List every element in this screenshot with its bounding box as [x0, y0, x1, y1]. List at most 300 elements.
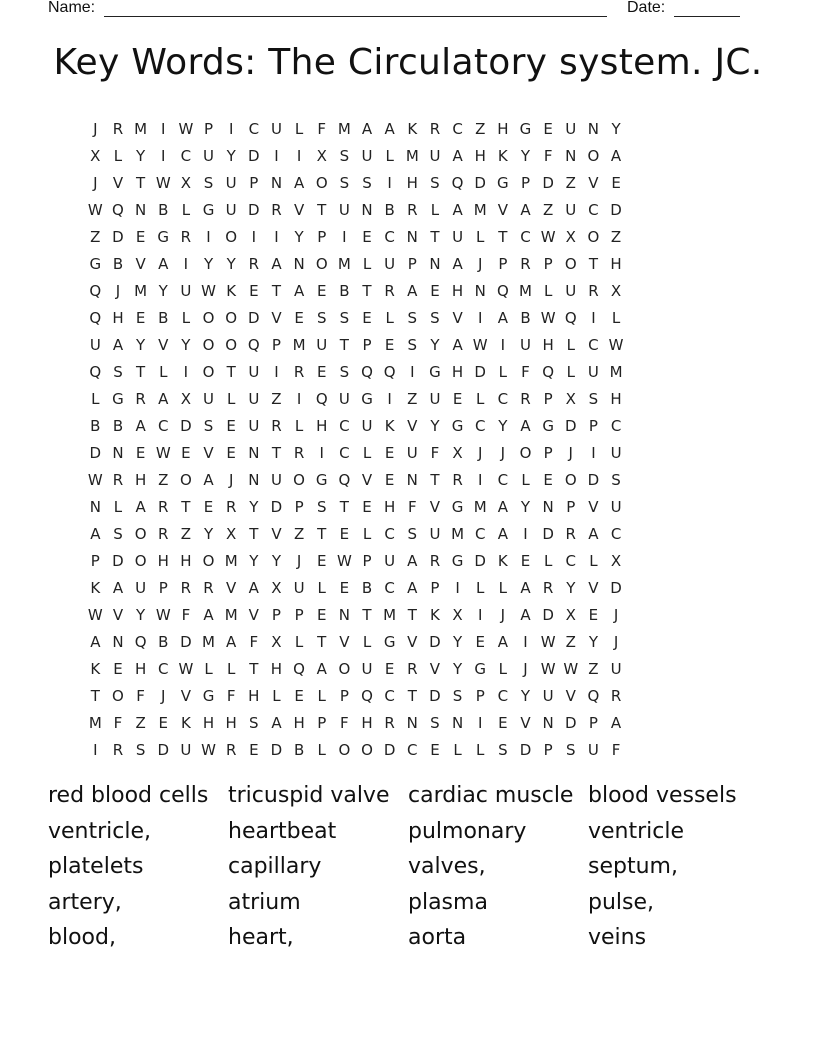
grid-letter: E [181, 443, 191, 462]
grid-letter: T [588, 254, 598, 273]
word-bank-item: heartbeat [228, 818, 337, 844]
grid-letter: V [407, 416, 418, 435]
grid-letter: A [135, 416, 146, 435]
grid-letter: H [474, 146, 486, 165]
grid-letter: M [383, 605, 397, 624]
grid-letter: W [201, 281, 216, 300]
grid-letter: E [339, 578, 350, 597]
grid-letter: O [564, 470, 577, 489]
grid-letter: X [452, 443, 463, 462]
grid-letter: R [135, 389, 146, 408]
grid-letter: R [180, 578, 192, 597]
grid-letter: P [543, 443, 553, 462]
grid-letter: A [361, 119, 373, 138]
grid-letter: P [271, 335, 281, 354]
grid-letter: A [520, 416, 531, 435]
grid-letter: B [112, 254, 124, 273]
grid-letter: Y [136, 335, 146, 354]
grid-letter: A [112, 578, 124, 597]
grid-letter: S [407, 335, 418, 354]
grid-letter: P [588, 416, 598, 435]
page-title: Key Words: The Circulatory system. JC. [53, 42, 763, 83]
grid-letter: O [361, 740, 373, 759]
grid-letter: L [430, 200, 440, 219]
grid-letter: N [542, 497, 554, 516]
grid-letter: U [542, 686, 554, 705]
grid-letter: R [520, 389, 531, 408]
word-bank-item: heart, [228, 925, 294, 950]
grid-letter: S [362, 173, 372, 192]
grid-letter: G [112, 389, 124, 408]
grid-letter: C [610, 416, 622, 435]
grid-letter: Q [451, 173, 464, 192]
grid-letter: C [384, 578, 395, 597]
grid-letter: K [180, 713, 191, 732]
grid-letter: O [338, 659, 351, 678]
grid-letter: B [384, 200, 395, 219]
grid-letter: U [406, 443, 418, 462]
grid-letter: Z [271, 389, 282, 408]
grid-letter: A [452, 200, 463, 219]
grid-letter: V [248, 605, 259, 624]
grid-letter: H [497, 119, 509, 138]
grid-letter: V [429, 659, 441, 678]
grid-letter: E [475, 632, 485, 651]
grid-letter: Z [565, 173, 576, 192]
grid-letter: R [225, 497, 237, 516]
date-label: Date: [627, 0, 666, 16]
grid-letter: C [588, 335, 599, 354]
grid-letter: M [134, 281, 148, 300]
grid-letter: I [523, 524, 528, 543]
grid-letter: U [180, 281, 192, 300]
grid-letter: E [520, 551, 531, 570]
grid-letter: H [270, 659, 283, 678]
word-bank-item: artery, [48, 889, 122, 915]
grid-letter: K [497, 551, 508, 570]
name-label: Name: [48, 0, 96, 16]
grid-letter: P [294, 605, 304, 624]
grid-letter: E [316, 605, 327, 624]
grid-letter: P [520, 173, 531, 192]
grid-letter: T [249, 659, 259, 678]
grid-letter: V [112, 173, 124, 192]
grid-letter: C [384, 524, 395, 543]
grid-letter: U [293, 578, 305, 597]
grid-letter: J [613, 605, 619, 624]
grid-letter: T [90, 686, 100, 705]
grid-letter: U [225, 173, 237, 192]
grid-letter: C [248, 119, 260, 138]
grid-letter: O [519, 443, 532, 462]
grid-letter: L [294, 119, 304, 138]
grid-letter: U [587, 362, 599, 381]
grid-letter: G [202, 200, 215, 219]
word-bank-item: septum, [588, 854, 678, 879]
grid-letter: A [610, 713, 622, 732]
grid-letter: Q [315, 389, 328, 408]
grid-letter: Y [566, 578, 576, 597]
grid-letter: C [588, 200, 599, 219]
word-bank-item: atrium [228, 889, 301, 915]
grid-letter: L [362, 524, 372, 543]
grid-letter: E [135, 443, 146, 462]
grid-letter: Y [520, 686, 531, 705]
grid-letter: J [228, 470, 234, 489]
grid-letter: X [226, 524, 237, 543]
grid-letter: S [316, 497, 327, 516]
grid-letter: N [406, 227, 418, 246]
grid-letter: I [206, 227, 211, 246]
grid-letter: Q [542, 362, 555, 381]
grid-letter: X [271, 578, 282, 597]
grid-letter: T [430, 227, 440, 246]
grid-letter: S [611, 470, 621, 489]
grid-letter: D [180, 416, 192, 435]
grid-letter: A [407, 551, 418, 570]
grid-row [84, 547, 732, 574]
grid-letter: B [158, 200, 169, 219]
grid-letter: X [90, 146, 101, 165]
grid-letter: L [362, 254, 372, 273]
grid-letter: V [497, 200, 508, 219]
grid-letter: H [316, 416, 328, 435]
grid-letter: B [90, 416, 101, 435]
grid-row [84, 331, 732, 358]
grid-letter: S [430, 713, 440, 732]
grid-letter: D [248, 308, 260, 327]
grid-letter: D [474, 551, 486, 570]
grid-letter: Z [610, 227, 622, 246]
grid-row [84, 520, 732, 547]
grid-letter: C [474, 416, 486, 435]
date-blank-line [674, 16, 740, 17]
grid-letter: T [430, 470, 440, 489]
grid-letter: U [361, 659, 373, 678]
grid-letter: W [540, 227, 556, 246]
grid-letter: I [161, 146, 166, 165]
grid-letter: F [113, 713, 123, 732]
grid-letter: A [226, 632, 237, 651]
grid-letter: H [451, 362, 464, 381]
grid-letter: D [564, 713, 577, 732]
grid-letter: A [293, 173, 305, 192]
grid-letter: A [452, 335, 463, 354]
grid-letter: N [474, 281, 486, 300]
grid-letter: P [158, 578, 168, 597]
name-blank-line [104, 16, 607, 17]
grid-letter: P [362, 551, 372, 570]
grid-letter: P [498, 254, 508, 273]
grid-letter: O [202, 308, 215, 327]
grid-letter: I [183, 362, 189, 381]
grid-letter: V [452, 308, 463, 327]
grid-letter: Z [542, 200, 554, 219]
grid-letter: M [337, 254, 351, 273]
grid-letter: U [565, 119, 577, 138]
grid-letter: J [296, 551, 302, 570]
grid-letter: U [361, 416, 373, 435]
grid-letter: Q [293, 659, 305, 678]
grid-letter: J [161, 686, 166, 705]
grid-letter: O [112, 686, 124, 705]
grid-letter: T [362, 605, 372, 624]
grid-letter: G [202, 686, 215, 705]
grid-letter: L [113, 497, 123, 516]
grid-letter: L [226, 389, 236, 408]
grid-letter: U [135, 578, 147, 597]
grid-row [84, 223, 732, 250]
grid-letter: M [451, 524, 465, 543]
grid-letter: W [540, 659, 556, 678]
grid-letter: B [361, 578, 373, 597]
grid-row [84, 196, 732, 223]
grid-letter: N [112, 443, 124, 462]
grid-letter: R [112, 470, 124, 489]
grid-letter: L [181, 308, 191, 327]
grid-letter: Q [89, 362, 102, 381]
grid-letter: A [497, 524, 508, 543]
grid-letter: S [135, 740, 146, 759]
grid-letter: T [271, 443, 282, 462]
grid-letter: U [610, 497, 622, 516]
grid-letter: R [203, 578, 214, 597]
grid-letter: M [473, 497, 487, 516]
grid-letter: P [294, 497, 304, 516]
grid-letter: R [588, 281, 599, 300]
grid-letter: V [158, 335, 169, 354]
grid-letter: O [315, 254, 328, 273]
grid-letter: D [542, 524, 554, 543]
grid-letter: W [472, 335, 488, 354]
word-bank-item: aorta [408, 925, 467, 950]
grid-letter: C [497, 686, 509, 705]
grid-letter: L [566, 335, 575, 354]
grid-letter: I [274, 227, 279, 246]
grid-letter: V [588, 497, 599, 516]
grid-letter: E [226, 416, 236, 435]
grid-letter: R [225, 740, 237, 759]
grid-letter: Z [475, 119, 486, 138]
word-bank-item: ventricle [588, 818, 685, 844]
grid-letter: U [429, 524, 441, 543]
grid-letter: E [294, 686, 304, 705]
grid-letter: F [317, 119, 327, 138]
grid-letter: C [497, 470, 509, 489]
grid-letter: B [339, 281, 350, 300]
grid-letter: U [610, 659, 622, 678]
grid-letter: G [157, 227, 170, 246]
grid-letter: E [339, 524, 350, 543]
grid-row [84, 385, 732, 412]
word-bank-item: tricuspid valve [228, 783, 390, 808]
grid-letter: E [384, 335, 395, 354]
grid-letter: T [339, 335, 349, 354]
grid-letter: H [610, 254, 622, 273]
grid-letter: A [588, 524, 599, 543]
grid-letter: I [93, 740, 98, 759]
grid-letter: U [452, 227, 464, 246]
grid-letter: W [155, 173, 171, 192]
grid-letter: L [498, 578, 508, 597]
grid-letter: A [203, 605, 214, 624]
grid-letter: T [407, 686, 417, 705]
grid-letter: Q [89, 308, 102, 327]
grid-letter: N [270, 173, 283, 192]
grid-letter: J [500, 443, 506, 462]
grid-letter: C [339, 443, 350, 462]
word-bank-item: pulse, [588, 889, 655, 915]
grid-letter: F [181, 605, 191, 624]
grid-letter: S [203, 416, 214, 435]
grid-letter: Y [158, 281, 168, 300]
grid-letter: R [293, 362, 305, 381]
grid-letter: A [135, 497, 146, 516]
grid-letter: D [180, 632, 192, 651]
grid-letter: L [226, 659, 236, 678]
grid-row [84, 493, 732, 520]
grid-letter: T [317, 524, 327, 543]
grid-letter: U [338, 200, 350, 219]
grid-letter: E [135, 227, 146, 246]
word-bank-item: platelets [48, 854, 144, 879]
grid-letter: P [588, 713, 598, 732]
grid-letter: D [429, 632, 441, 651]
grid-letter: C [158, 416, 169, 435]
grid-letter: G [519, 119, 532, 138]
grid-letter: D [270, 497, 283, 516]
grid-letter: U [384, 551, 396, 570]
grid-letter: L [611, 308, 621, 327]
grid-row [84, 466, 732, 493]
grid-letter: R [429, 119, 441, 138]
grid-letter: E [362, 497, 372, 516]
word-bank-item: ventricle, [48, 818, 152, 844]
grid-letter: Y [203, 524, 214, 543]
grid-letter: G [497, 173, 509, 192]
grid-letter: U [384, 254, 396, 273]
grid-letter: H [202, 713, 215, 732]
grid-letter: C [474, 524, 486, 543]
grid-letter: W [178, 659, 194, 678]
grid-letter: O [202, 551, 215, 570]
grid-letter: D [157, 740, 170, 759]
grid-letter: H [248, 686, 260, 705]
grid-letter: Q [361, 362, 373, 381]
grid-letter: D [542, 173, 554, 192]
grid-letter: W [155, 443, 171, 462]
grid-letter: C [384, 686, 395, 705]
grid-letter: D [564, 416, 577, 435]
grid-letter: A [384, 119, 395, 138]
grid-letter: U [520, 335, 531, 354]
grid-letter: X [180, 173, 192, 192]
grid-letter: S [316, 308, 327, 327]
grid-letter: T [136, 173, 146, 192]
grid-letter: L [543, 281, 553, 300]
grid-letter: O [587, 227, 600, 246]
grid-letter: A [158, 254, 169, 273]
grid-letter: J [115, 281, 121, 300]
grid-letter: R [158, 497, 169, 516]
grid-letter: D [474, 362, 486, 381]
grid-letter: M [609, 362, 623, 381]
grid-row [84, 574, 732, 601]
grid-letter: D [519, 740, 532, 759]
grid-letter: M [519, 281, 532, 300]
grid-letter: W [336, 551, 352, 570]
grid-letter: A [497, 308, 508, 327]
grid-letter: J [93, 173, 98, 192]
word-bank-item: pulmonary [408, 818, 527, 844]
grid-letter: Q [496, 281, 509, 300]
grid-letter: C [384, 227, 395, 246]
grid-letter: X [565, 389, 576, 408]
grid-letter: R [180, 227, 192, 246]
grid-letter: X [610, 281, 622, 300]
grid-letter: P [204, 119, 214, 138]
grid-letter: R [565, 524, 576, 543]
grid-letter: F [340, 713, 349, 732]
grid-letter: U [429, 146, 441, 165]
grid-letter: C [158, 659, 169, 678]
grid-letter: T [136, 362, 146, 381]
grid-letter: W [540, 632, 556, 651]
word-bank [48, 780, 788, 958]
grid-letter: E [158, 713, 168, 732]
grid-letter: L [476, 389, 485, 408]
grid-letter: D [248, 146, 260, 165]
grid-letter: Z [135, 713, 146, 732]
grid-letter: A [407, 281, 418, 300]
grid-letter: I [296, 389, 302, 408]
grid-letter: D [610, 200, 622, 219]
grid-letter: R [384, 281, 395, 300]
grid-letter: N [89, 497, 101, 516]
grid-letter: V [339, 632, 350, 651]
grid-letter: U [180, 740, 192, 759]
grid-letter: Y [498, 416, 508, 435]
grid-letter: C [180, 146, 192, 165]
grid-letter: F [611, 740, 621, 759]
grid-letter: P [317, 227, 327, 246]
grid-row [84, 250, 732, 277]
grid-letter: R [112, 740, 124, 759]
grid-letter: Y [452, 659, 463, 678]
grid-letter: H [157, 551, 169, 570]
grid-letter: A [497, 632, 508, 651]
grid-letter: Z [407, 389, 418, 408]
grid-letter: D [542, 605, 554, 624]
grid-letter: T [407, 605, 417, 624]
grid-letter: J [568, 443, 573, 462]
grid-letter: V [226, 578, 237, 597]
grid-letter: P [475, 686, 485, 705]
grid-letter: D [112, 551, 124, 570]
grid-letter: Q [112, 200, 124, 219]
grid-letter: Y [452, 632, 463, 651]
grid-letter: Y [249, 497, 259, 516]
grid-letter: T [226, 362, 236, 381]
grid-letter: R [271, 200, 282, 219]
grid-letter: L [362, 632, 372, 651]
grid-letter: E [249, 281, 259, 300]
grid-letter: C [497, 389, 509, 408]
grid-letter: U [203, 389, 215, 408]
grid-letter: C [565, 551, 577, 570]
grid-letter: E [543, 119, 553, 138]
grid-letter: V [271, 524, 282, 543]
